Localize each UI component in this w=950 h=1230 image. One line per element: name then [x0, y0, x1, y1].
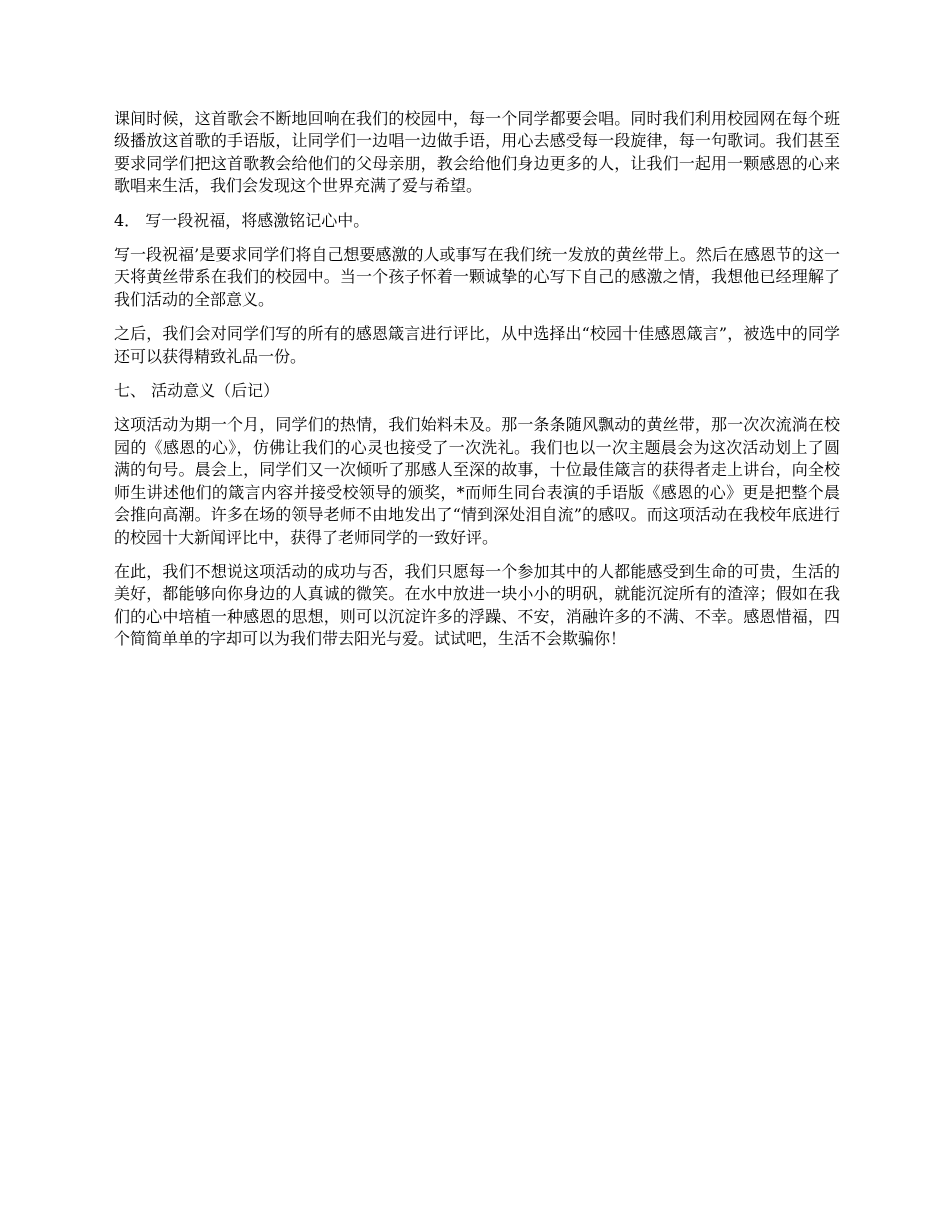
item-heading-blessing: 4． 写一段祝福，将感激铭记心中。	[114, 210, 370, 230]
paragraph-yellow-ribbon: 写一段祝福’是要求同学们将自己想要感激的人或事写在我们统一发放的黄丝带上。然后在感恩节的这一天将黄丝带系在我们的校园中。当一个孩子怀着一颗诚挚的心写下自己的感激之情，我想他已经理解了我们活动的全部意义。	[114, 245, 840, 309]
paragraph-song-practice: 课间时候，这首歌会不断地回响在我们的校园中，每一个同学都要会唱。同时我们利用校园网在每个班级播放这首歌的手语版，让同学们一边唱一边做手语，用心去感受每一段旋律，每一句歌词。我们甚至要求同学们把这首歌教会给他们的父母亲朋，教会给他们身边更多的人，让我们一起用一颗感恩的心来歌唱来生活，我们会发现这个世界充满了爱与希望。	[114, 109, 840, 196]
document-page	[114, 108, 840, 663]
paragraph-conclusion: 在此，我们不想说这项活动的成功与否，我们只愿每一个参加其中的人都能感受到生命的可贵，生活的美好，都能够向你身边的人真诚的微笑。在水中放进一块小小的明矾，就能沉淀所有的渣滓；假如在我们的心中培植一种感恩的思想，则可以沉淀许多的浮躁、不安，消融许多的不满、不幸。感恩惜福，四个简简单单的字却可以为我们带去阳光与爱。试试吧，生活不会欺骗你！	[114, 561, 840, 649]
paragraph-activity-review: 这项活动为期一个月，同学们的热情，我们始料未及。那一条条随风飘动的黄丝带，那一次次流淌在校园的《感恩的心》，仿佛让我们的心灵也接受了一次洗礼。我们也以一次主题晨会为这次活动划上了圆满的句号。晨会上，同学们又一次倾听了那感人至深的故事，十位最佳箴言的获得者走上讲台，向全校师生讲述他们的箴言内容并接受校领导的颁奖，*而师生同台表演的手语版《感恩的心》更是把整个晨会推向高潮。许多在场的领导老师不由地发出了“情到深处泪自流”的感叹。而这项活动在我校年底进行的校园十大新闻评比中，获得了老师同学的一致好评。	[114, 415, 840, 547]
paragraph-motto-selection: 之后，我们会对同学们写的所有的感恩箴言进行评比，从中选择出“校园十佳感恩箴言”，被选中的同学还可以获得精致礼品一份。	[114, 324, 840, 366]
section-heading-significance: 七、 活动意义（后记）	[114, 381, 280, 401]
